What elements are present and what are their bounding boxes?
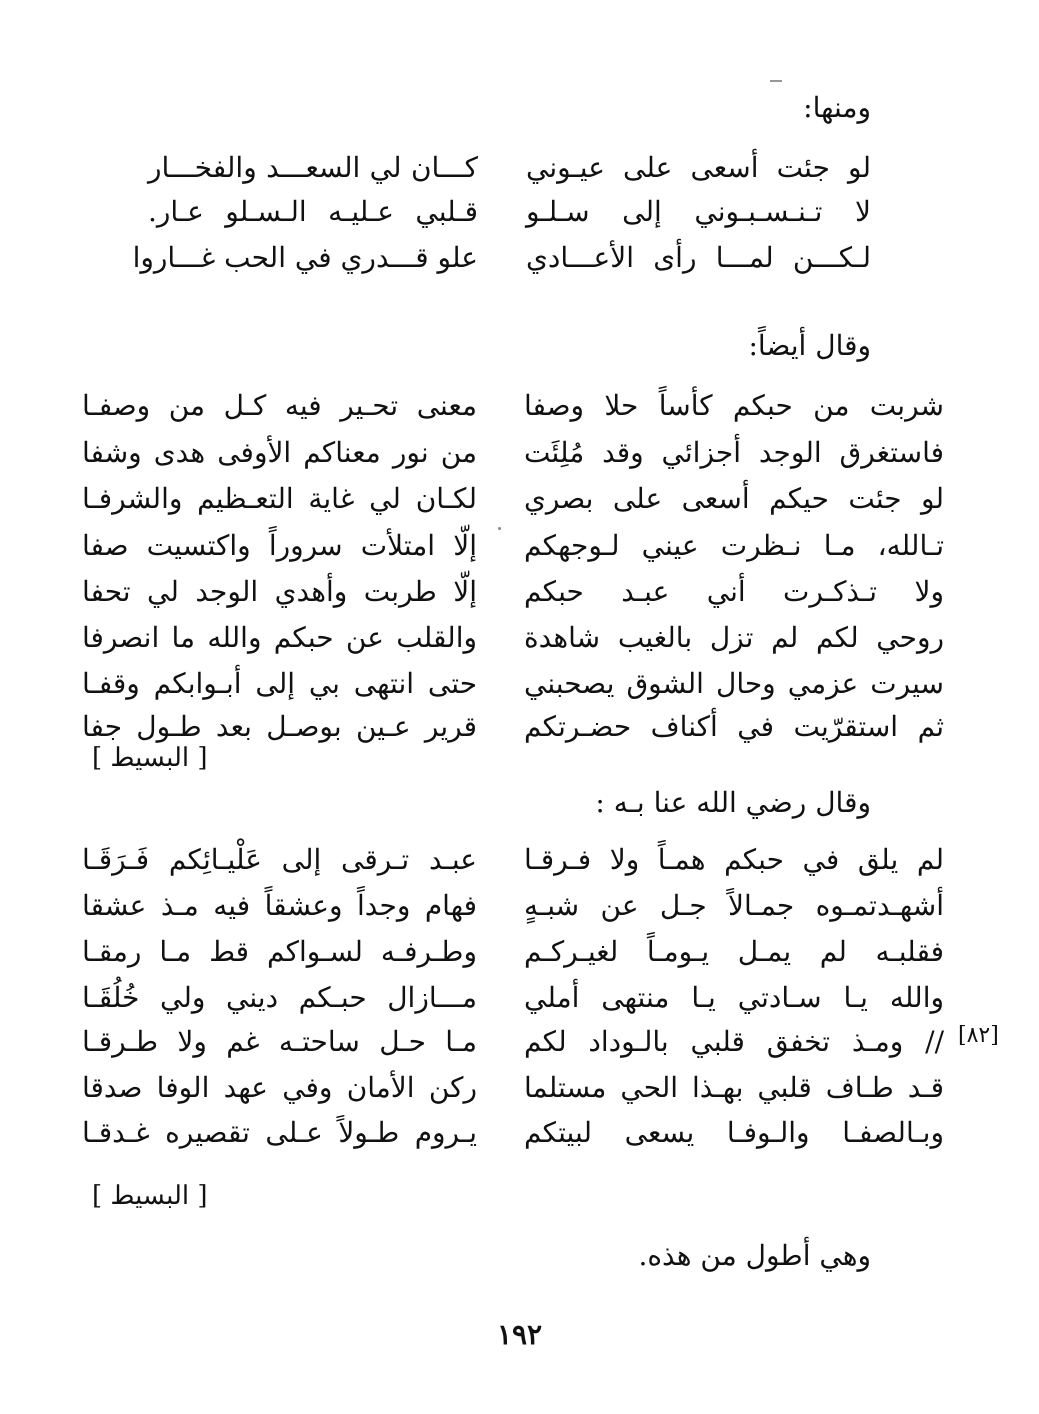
verse-3-4-first-hemistich: والله يـا سـادتي يـا منتهى أملي bbox=[524, 981, 944, 1014]
verse-3-6-first-hemistich: قـد طـاف قلبي بهـذا الحي مستلما bbox=[524, 1071, 944, 1104]
verse-1-2-first-hemistich: لا تـنـسـبـوني إلى سـلـو bbox=[526, 195, 871, 228]
meter-label-1: [ البسيط ] bbox=[92, 743, 208, 773]
page-number: ١٩٢ bbox=[496, 1318, 543, 1351]
verse-2-7-first-hemistich: سيرت عزمي وحال الشوق يصحبني bbox=[524, 667, 944, 700]
margin-tick-mark bbox=[770, 80, 782, 82]
verse-1-1-first-hemistich: لو جئت أسعى على عيـوني bbox=[526, 151, 871, 184]
meter-label-2: [ البسيط ] bbox=[92, 1181, 208, 1211]
verse-2-2-first-hemistich: فاستغرق الوجد أجزائي وقد مُلِئَت bbox=[524, 436, 944, 469]
verse-2-6-second-hemistich: والقلب عن حبكم والله ما انصرفا bbox=[82, 621, 477, 654]
verse-3-6-second-hemistich: ركن الأمان وفي عهد الوفا صدقا bbox=[82, 1071, 477, 1104]
verse-3-1-first-hemistich: لم يلق في حبكم همـاً ولا فـرقـا bbox=[524, 843, 944, 876]
verse-2-2-second-hemistich: من نور معناكم الأوفى هدى وشفا bbox=[82, 436, 477, 469]
verse-3-3-second-hemistich: وطـرفـه لسـواكم قط مـا رمقـا bbox=[82, 935, 477, 968]
verse-1-3-first-hemistich: لـكـــن لمـــا رأى الأعـــادي bbox=[526, 241, 871, 274]
verse-3-1-second-hemistich: عبـد تـرقى إلى عَلْيـائِكم فَـرَقَـا bbox=[82, 843, 477, 876]
verse-2-5-first-hemistich: ولا تـذكـرت أني عبـد حبكم bbox=[524, 575, 944, 608]
verse-2-3-second-hemistich: لكـان لي غاية التعـظيم والشرفـا bbox=[82, 482, 477, 515]
stray-dot bbox=[498, 527, 501, 530]
verse-3-5-first-hemistich: // ومـذ تخفق قلبي بالـوداد لكم bbox=[524, 1025, 944, 1058]
verse-3-2-second-hemistich: فهام وجداً وعشقاً فيه مـذ عشقا bbox=[82, 889, 477, 922]
verse-1-1-second-hemistich: كـــان لي السعـــد والفخـــار bbox=[148, 151, 478, 184]
margin-page-reference: [٨٢] bbox=[958, 1023, 999, 1048]
verse-2-7-second-hemistich: حتى انتهى بي إلى أبـوابكم وقفـا bbox=[82, 667, 477, 700]
verse-2-6-first-hemistich: روحي لكم لم تزل بالغيب شاهدة bbox=[524, 621, 944, 654]
verse-3-2-first-hemistich: أشهـدتمـوه جمـالاً جـل عن شبـهٍ bbox=[524, 889, 944, 922]
verse-2-4-second-hemistich: إلّا امتلأت سروراً واكتسيت صفا bbox=[82, 529, 477, 562]
verse-2-5-second-hemistich: إلّا طربت وأهدي الوجد لي تحفا bbox=[82, 575, 477, 608]
section-heading-1: ومنها: bbox=[803, 91, 871, 124]
verse-1-3-second-hemistich: علو قـــدري في الحب غـــاروا bbox=[132, 241, 478, 274]
verse-2-8-second-hemistich: قرير عـين بوصـل بعد طـول جفا bbox=[82, 710, 477, 743]
verse-3-7-second-hemistich: يـروم طـولاً عـلى تقصيره غـدقـا bbox=[82, 1116, 477, 1149]
verse-3-3-first-hemistich: فقلبـه لم يمـل يـومـاً لغيـركـم bbox=[524, 935, 944, 968]
section-heading-3: وقال رضي الله عنا بـه : bbox=[595, 786, 871, 819]
verse-3-5-second-hemistich: مـا حـل ساحتـه غم ولا طـرقـا bbox=[82, 1025, 477, 1058]
verse-3-4-second-hemistich: مـــازال حبـكم ديني ولي خُلُقَـا bbox=[82, 981, 477, 1014]
section-heading-2: وقال أيضاً: bbox=[748, 329, 871, 362]
verse-1-2-second-hemistich: قـلبي عـليـه الـسـلو عـار. bbox=[148, 195, 478, 228]
closing-line: وهي أطول من هذه. bbox=[638, 1239, 871, 1272]
verse-2-8-first-hemistich: ثم استقرّيت في أكناف حضـرتكم bbox=[524, 710, 944, 743]
verse-2-1-first-hemistich: شربت من حبكم كأساً حلا وصفا bbox=[524, 389, 944, 422]
verse-2-4-first-hemistich: تـالله، مـا نـظرت عيني لـوجهكم bbox=[524, 529, 944, 562]
verse-2-1-second-hemistich: معنى تحـير فيه كـل من وصفـا bbox=[82, 389, 477, 422]
verse-3-7-first-hemistich: وبـالصفـا والـوفـا يسعى لبيتكم bbox=[524, 1116, 944, 1149]
verse-2-3-first-hemistich: لو جئت حيكم أسعى على بصري bbox=[524, 482, 944, 515]
